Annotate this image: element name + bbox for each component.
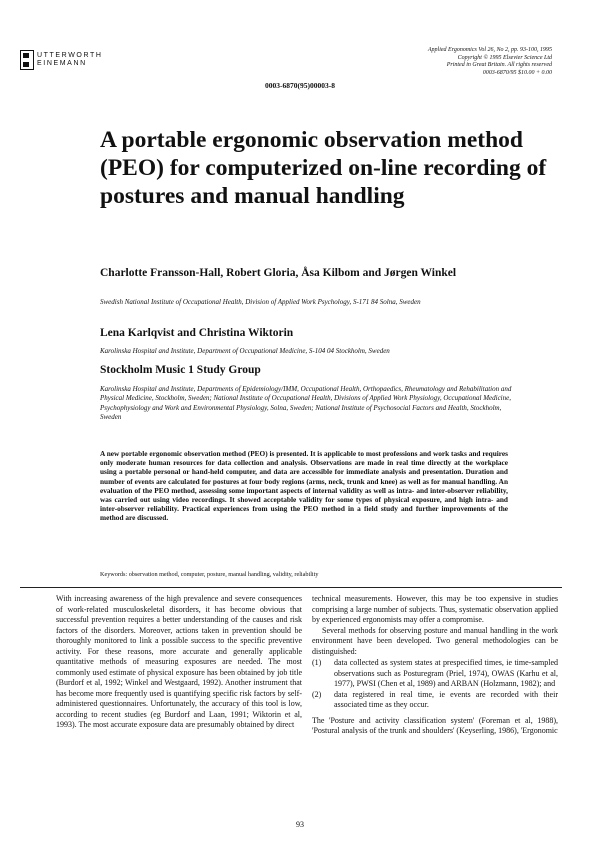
- journal-info: [322, 47, 552, 77]
- author-names: Stockholm Music 1 Study Group: [100, 364, 261, 376]
- author-names: Charlotte Fransson-Hall, Robert Gloria, Åsa Kilbom and Jørgen Winkel: [100, 267, 457, 279]
- page-number: 93: [296, 820, 304, 829]
- body-paragraph: The 'Posture and activity classification system' (Foreman et al, 1988), 'Postural analysis of the trunk and shoulders' (Keyserling, 1986), 'Ergonomic: [312, 715, 558, 735]
- publisher-logo: [20, 50, 103, 70]
- body-paragraph: technical measurements. However, this may be too expensive in studies comprising a large number of subjects. Thus, systematic observation applied by experienced ergonomists may offer a compromise.: [312, 594, 558, 624]
- list-item-text: data registered in real time, ie events are recorded with their associated time as they occur.: [334, 689, 558, 709]
- journal-info-line: Copyright © 1995 Elsevier Science Ltd: [457, 54, 552, 61]
- list-item-number: (1): [312, 658, 322, 667]
- doi: 0003-6870(95)00003-8: [265, 81, 335, 90]
- body-paragraph: Several methods for observing posture and manual handling in the work environment have been developed. Two general methodologies can be distinguished:: [312, 625, 558, 656]
- list-item-text: data collected as system states at prespecified times, ie time-sampled observations such as Posturegram (Priel, 1974), OWAS (Karhu et al, 1977), PWSI (Chen et al, 1989) and ARBAN (Holzmann, 1982); and: [334, 658, 558, 688]
- publisher-logo-line1: UTTERWORTH: [37, 52, 103, 59]
- journal-info-line: Printed in Great Britain. All rights reserved: [446, 62, 552, 68]
- list-item-number: (2): [312, 689, 322, 699]
- author-affiliation: Swedish National Institute of Occupational Health, Division of Applied Work Psychology, S-171 84 Solna, Sweden: [100, 298, 421, 306]
- section-divider: [20, 587, 562, 588]
- methodology-list: [312, 658, 558, 711]
- publisher-logo-mark: [20, 50, 34, 70]
- author-affiliation: Karolinska Hospital and Institute, Department of Occupational Medicine, S-104 04 Stockholm, Sweden: [100, 347, 390, 355]
- list-item: [312, 658, 558, 690]
- author-affiliation: Karolinska Hospital and Institute, Departments of Epidemiology/IMM, Occupational Health, Orthopaedics, Rheumatology and Rehabilitation and Physical Medicine, Stockholm, Sweden; National Institute of Occupational Health, Divisions of Applied Work Physiology, Occupational Medicine, Psychophysiology and Work and Environmental Physiology, Solna, Sweden; National Institute of Psychosocial Factors and Health, Stockholm, Sweden: [100, 385, 512, 422]
- publisher-logo-line2: EINEMANN: [37, 60, 87, 67]
- journal-info-line: Applied Ergonomics Vol 26, No 2, pp. 93-100, 1995: [427, 47, 552, 53]
- article-title: A portable ergonomic observation method (PEO) for computerized on-line recording of postures and manual handling: [100, 127, 547, 209]
- keywords: Keywords: observation method, computer, posture, manual handling, validity, reliability: [100, 571, 319, 578]
- list-item: [312, 690, 558, 711]
- abstract: A new portable ergonomic observation method (PEO) is presented. It is applicable to most professions and work tasks and requires only moderate human resources for data collection and analysis. Observations are made in real time directly at the workplace using a portable personal or hand-held computer, and data are accessible for immediate analysis and presentation. Duration and number of events are calculated for postures at four body regions (arms, neck, trunk and knee) as well as for manual handling. An evaluation of the PEO method, assessing some important aspects of internal validity as well as intra- and inter-observer reliability, was carried out using video recordings. It showed acceptable validity for some types of physical exposure, and high intra- and inter-observer reliability. Practical experiences from using the PEO method in a field study and further improvements of the method are discussed.: [100, 449, 508, 523]
- journal-info-line: 0003-6870/95 $10.00 + 0.00: [482, 69, 552, 76]
- body-column-right: [312, 594, 558, 737]
- author-names: Lena Karlqvist and Christina Wiktorin: [100, 327, 294, 339]
- body-column-left: [56, 594, 302, 731]
- body-paragraph: With increasing awareness of the high prevalence and severe consequences of work-related musculoskeletal disorders, it has become obvious that successful prevention requires a better understanding of the causes and risk factors of the disorders. Moreover, actions taken in prevention should be thoroughly monitored to link a possible success to the specific preventive activity. For these reasons, more accurate and generally applicable quantitative methods of measuring exposures are needed. The most commonly used estimate of physical exposure has been obtained by job title (Burdorf et al, 1992; Winkel and Westgaard, 1992). Another instrument that has become more frequently used is quantifying specific risk factors by self-administered questionnaires. Unfortunately, the accuracy of this tool is low, according to recent studies (eg Burdorf and Laan, 1991; Wiktorin et al, 1993). The most accurate exposure data are presumably obtained by direct: [56, 594, 302, 729]
